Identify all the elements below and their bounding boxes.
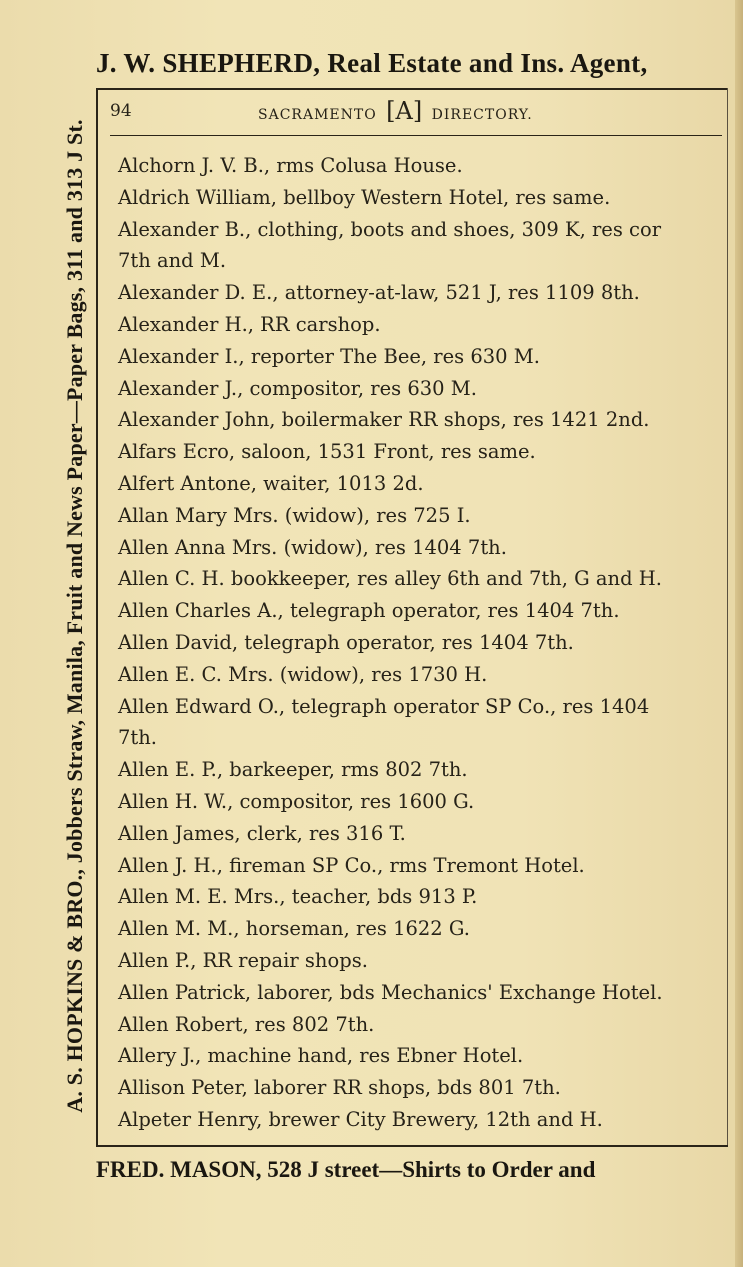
page-number: 94 [110, 101, 132, 121]
directory-entry [118, 1009, 723, 1041]
directory-entry [118, 532, 723, 564]
directory-entry [118, 373, 723, 405]
entry-line: Allen Edward O., telegraph operator SP Co., res 1404 [118, 694, 650, 718]
entry-line: Allan Mary Mrs. (widow), res 725 I. [118, 503, 471, 527]
entry-line: Alpeter Henry, brewer City Brewery, 12th and H. [118, 1107, 603, 1131]
entry-line: Allen H. W., compositor, res 1600 G. [118, 789, 475, 813]
directory-entry [118, 977, 723, 1009]
directory-entry [118, 1040, 723, 1072]
directory-entry [118, 595, 723, 627]
directory-entry [118, 150, 723, 182]
entry-line: Allen J. H., fireman SP Co., rms Tremont Hotel. [118, 853, 585, 877]
entry-line: Allen C. H. bookkeeper, res alley 6th and 7th, G and H. [118, 567, 662, 591]
entry-line: Alexander H., RR carshop. [118, 312, 381, 336]
entry-line: Alchorn J. V. B., rms Colusa House. [118, 154, 463, 177]
entry-line: Alexander John, boilermaker RR shops, res 1421 2nd. [118, 408, 650, 432]
entry-line: Allen David, telegraph operator, res 1404 7th. [118, 630, 574, 654]
directory-entry [118, 277, 723, 309]
top-advertisement: J. W. SHEPHERD, Real Estate and Ins. Agent, [96, 48, 648, 78]
entry-line: Alexander J., compositor, res 630 M. [118, 376, 477, 400]
entry-line: Allen M. M., horseman, res 1622 G. [118, 917, 470, 941]
directory-entry [118, 563, 723, 595]
entry-line: Alfert Antone, waiter, 1013 2d. [118, 471, 424, 495]
directory-entry [118, 754, 723, 786]
directory-entry [118, 913, 723, 945]
directory-entry [118, 881, 723, 913]
entry-line: Allen M. E. Mrs., teacher, bds 913 P. [118, 885, 478, 909]
directory-entry [118, 404, 723, 436]
frame-bottom-rule [96, 1145, 728, 1147]
directory-entry [118, 850, 723, 882]
directory-entry [118, 436, 723, 468]
entry-line: Alexander B., clothing, boots and shoes, 309 K, res cor [118, 217, 662, 241]
directory-entry [118, 691, 723, 755]
entry-continuation-line: 7th and M. [118, 249, 227, 273]
running-head-title [258, 97, 533, 125]
directory-entry [118, 1104, 723, 1136]
entry-line: Allery J., machine hand, res Ebner Hotel. [118, 1044, 524, 1068]
directory-entry [118, 945, 723, 977]
running-head-left: SACRAMENTO [258, 107, 377, 123]
entry-line: Allen Patrick, laborer, bds Mechanics' Exchange Hotel. [118, 980, 663, 1004]
entry-line: Alfars Ecro, saloon, 1531 Front, res same. [118, 440, 536, 464]
entry-line: Allen P., RR repair shops. [118, 948, 368, 972]
frame-right-rule [727, 88, 728, 1146]
entry-line: Alexander D. E., attorney-at-law, 521 J, res 1109 8th. [118, 281, 640, 305]
entry-line: Allen E. P., barkeeper, rms 802 7th. [118, 758, 468, 782]
header-rule [110, 135, 722, 136]
entry-line: Allen Anna Mrs. (widow), res 1404 7th. [118, 535, 507, 559]
running-header [110, 97, 722, 131]
directory-entry [118, 1072, 723, 1104]
section-letter: [A] [386, 97, 423, 125]
running-head-right: DIRECTORY. [431, 107, 533, 123]
entry-line: Allen E. C. Mrs. (widow), res 1730 H. [118, 662, 488, 686]
entry-line: Allen James, clerk, res 316 T. [118, 821, 406, 845]
directory-entry [118, 500, 723, 532]
entry-line: Allen Robert, res 802 7th. [118, 1012, 375, 1036]
directory-entry [118, 341, 723, 373]
entry-line: Aldrich William, bellboy Western Hotel, res same. [118, 185, 611, 209]
entry-continuation-line: 7th. [118, 726, 157, 750]
entry-line: Allison Peter, laborer RR shops, bds 801 7th. [118, 1076, 561, 1100]
directory-entry [118, 659, 723, 691]
side-advertisement: A. S. HOPKINS & BRO., Jobbers Straw, Manila, Fruit and News Paper—Paper Bags, 311 and 313 J St. [62, 119, 87, 1113]
directory-entry [118, 627, 723, 659]
directory-entry [118, 468, 723, 500]
directory-entry [118, 182, 723, 214]
side-advertisement-wrap [58, 79, 92, 1153]
directory-entries [118, 150, 723, 1136]
frame-top-rule [96, 88, 728, 90]
frame-left-rule [96, 88, 98, 1146]
page-edge [735, 0, 743, 1267]
directory-entry [118, 214, 723, 278]
directory-entry [118, 818, 723, 850]
entry-line: Allen Charles A., telegraph operator, res 1404 7th. [118, 599, 620, 623]
directory-entry [118, 309, 723, 341]
bottom-advertisement: FRED. MASON, 528 J street—Shirts to Order and [96, 1157, 596, 1182]
directory-entry [118, 786, 723, 818]
entry-line: Alexander I., reporter The Bee, res 630 M. [118, 344, 540, 368]
